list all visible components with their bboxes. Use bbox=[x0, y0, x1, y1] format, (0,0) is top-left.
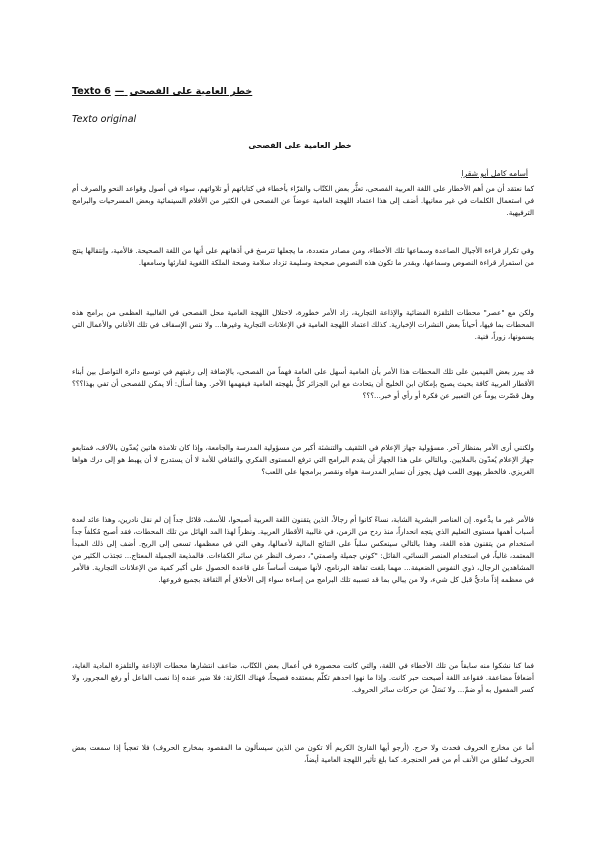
header-dash: — bbox=[114, 86, 125, 97]
paragraph: ولكن مع "عصر" محطات التلفزة الفضائية والإذاعة التجارية، زاد الأمر خطورة، لاحتلال اللهجة العامية محل الفصحى في الغالبية العظمى من برامج هذه المحطات بما فيها، أحياناً بعض النشرات الإخبارية. كذلك اعتماد اللهجة العامية في الإعلانات التجارية وغيرها... ولا ننس الإسفاف في تلك الأغاني والأعمال التي يسمونها، زوراً، فنية. bbox=[72, 308, 534, 342]
header-title-arabic: خطر العامية على الفصحى bbox=[129, 86, 253, 97]
subheader-original-text: Texto original bbox=[72, 114, 137, 125]
paragraph: فما كنا نشكوا منه سابقاً من تلك الأخطاء في اللغة، والتي كانت محصورة في أعمال بعض الكتّاب، ضاعف انتشارها محطات الإذاعة والتلفزة المادية الغاية، أضعافاً مضاعفة. فقواعد اللغة أصبحت حبر كانت. وإذا ما نهوا احدهم تكلّم بمعتقده فصيحاً، فهناك الكارثة: فلا ضير عنده إذا نصب الفاعل أو رفع المجرور، ولا كسر المفعول به أو ضمّ... ولا نَسَلْ عن حركات سائر الحروف. bbox=[72, 661, 534, 695]
document-title: خطر العامية على الفصحى bbox=[248, 141, 352, 150]
text-label: Texto 6 bbox=[72, 86, 111, 97]
paragraph: فالأمر غير ما يدَّعوه. إن العناصر البشرية الشابة، نساءً كانوا أم رجالاً، الذين يتقنون اللغة العربية أصبحوا، للأسف، قلائل جداً إن لم نقل نادرين، وهذا عائد لعدة أسباب أهمها مستوى التعليم الذي يتجه انحداراً، منذ ردح من الزمن، في غالبية الأقطار العربية. ونظراً لهذا المد الهائل من تلك المحطات، فقد أصبح مُكلفاً جداً استخدام من يتقنون هذه اللغة، وهذا بالتالي سينعكس سلباً على النتائج المالية لأعمالها، وهي التي في معظمها، تسعى إلى الربح. أضف إلى ذلك المبدأ المعتمد، غالباً، في استخدام العنصر النسائي، القائل: "كوني جميلة واصمتي"، دصرف النظر عن سائر الكفاءات. فالمذيعة الجميلة المعتاج... تجتذب الكثير من المشاهدين الرجال، ذوي النفوس الضعيفة... مهما بلغت تفاهة البرنامج، لأنها صيغت أساساً على قاعدة الحصول على أكبر كمية من الإعلانات التجارية. فالأمر في معظمه إذاً ماديٌّ قبل كل شيء، ولا من يبالي بما قد تسببه تلك البرامج من إساءة سواء إلى الأخلاق أم الثقافة بجميع فروعها. bbox=[72, 515, 534, 585]
text-header bbox=[72, 86, 252, 97]
paragraph: أما عن مخارج الحروف فحدث ولا حرج. (أرجو أيها القارئ الكريم ألا تكون من الذين سيسألون ما المقصود بمخارج الحروف) فلا تعجباً إذا سمعت بعض الحروف تُطلق من الأنف أم من قعر الحنجرة. كما بلغ تأثير اللهجة العامية أيضاً، bbox=[72, 743, 534, 765]
paragraph: وفي تكرار قراءة الأجيال الصاعدة وسماعها تلك الأخطاء، ومن مصادر متعددة، ما يجعلها تترسخ في أذهانهم على أنها من اللغة الصحيحة. فالأمية، وإنتقالها ينتج من استمرار قراءة النصوص وسماعها، وبقدر ما تكون هذه النصوص صحيحة وسليمة تزداد سلامة وصحة الملكة اللغوية لقارئها وسامعها. bbox=[72, 246, 534, 268]
paragraph: كما نعتقد أن من أهم الأخطار على اللغة العربية الفصحى، تعثُّر بعض الكتّاب والقرّاء بأخطاء في كتاباتهم أو تلاواتهم، سواء في أصول وقواعد النحو والصرف أم في استعمال الكلمات في غير معانيها. أضف إلى هذا اعتماد اللهجة العامية عوضاً عن الفصحى في الكثير من الأفلام السينمائية وبعض المسرحيات والبرامج الترفيهية. bbox=[72, 184, 534, 218]
author-name: أسامه كامل أبو شقرا bbox=[461, 169, 528, 178]
paragraph: قد يبرر بعض القيمين على تلك المحطات هذا الأمر بأن العامية أسهل على العامة فهماً من الفصحى، بالإضافة إلى رغبتهم في توسيع دائرة التواصل بين أبناء الأقطار العربية كافة بحيث يصبح بإمكان ابن الخليج أن يتحادث مع ابن الجزائر كلٌّ بلهجته العامية فيفهمها الآخر. وهنا أسأل: ألا يمكن للفصحى أن تفي بهذا؟؟؟ وهل قصّرت يوماً عن التعبير عن فكرة أو رأي أو خبر...؟؟؟ bbox=[72, 367, 534, 401]
paragraph: ولكنني أرى الأمر بمنظار آخر. مسؤولية جهاز الإعلام في التثقيف والتنشئة أكبر من مسؤولية المدرسة والجامعة، وإذا كان تلامذة هاتين يُعدّون بالآلاف، فمتابعو جهاز الإعلام يُعدّون بالملايين. وبالتالي على هذا الجهاز أن يقدم البرامج التي ترفع المستوى الفكري والثقافي للأمة لا أن يستدرج لا أن يهبط هو إلى درك هواها الغريزي. فالخطر يهوى اللعب فهل يجوز أن نساير المدرسة هواه ونقصر برامجها على اللعب؟ bbox=[72, 443, 534, 477]
